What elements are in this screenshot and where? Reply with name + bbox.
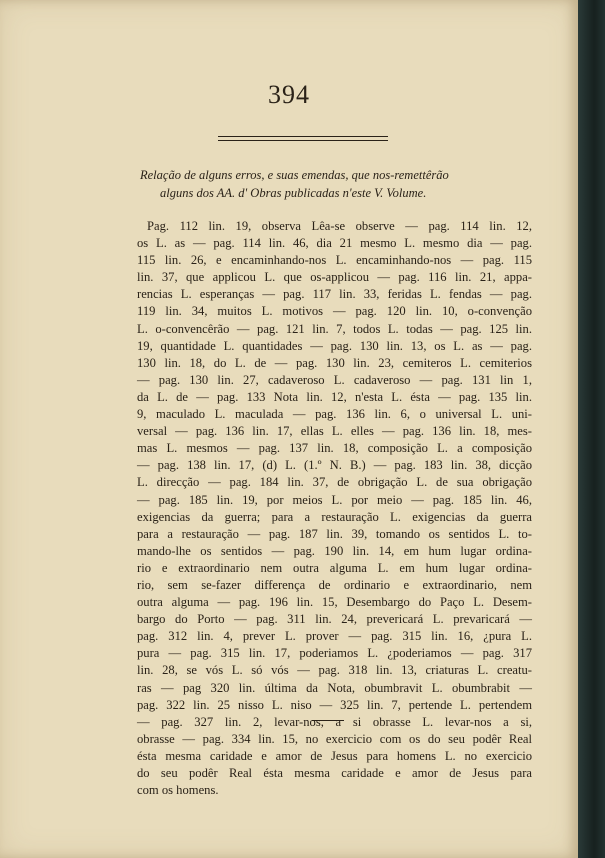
errata-line: com os homens. [137,783,219,798]
errata-line: Pag. 112 lin. 19, observa Lêa-se observe — pag. 114 lin. 12, [147,219,532,233]
errata-line: versal — pag. 136 lin. 17, ellas L. elles — pag. 136 lin. 18, mes- [137,424,532,439]
heading-line-1: Relação de alguns erros, e suas emendas, que nos-remettêrão [140,168,449,182]
errata-line: os L. as — pag. 114 lin. 46, dia 21 mesmo L. mesmo dia — pag. [137,236,532,251]
errata-line: L. o-convencêrão — pag. 121 lin. 7, todos L. todas — pag. 125 lin. [137,321,532,336]
errata-line: pura — pag. 315 lin. 17, poderiamos L. ¿poderiamos — pag. 317 [137,646,532,661]
errata-line: exigencias da guerra; para a restauração L. exigencias da guerra [137,509,532,524]
errata-line: pag. 312 lin. 4, prever L. prover — pag. 315 lin. 16, ¿pura L. [137,629,532,644]
errata-line: para a restauração — pag. 187 lin. 39, tomando os sentidos L. to- [137,526,532,541]
errata-line: mas L. mesmos — pag. 137 lin. 18, composição L. a composição [137,441,532,456]
errata-line: lin. 28, se vós L. só vós — pag. 318 lin. 13, criaturas L. creatu- [137,663,532,678]
book-edge [578,0,605,858]
header-rule-top [218,136,388,137]
errata-line: — pag. 327 lin. 2, levar-nos, a si obrasse L. levar-nos a si, [137,714,532,729]
errata-line: outra alguma — pag. 196 lin. 15, Desembargo do Paço L. Desem- [137,595,532,610]
errata-line: bargo do Porto — pag. 311 lin. 24, prevericará L. prevaricará — [137,612,532,627]
errata-line: — pag. 185 lin. 19, por meios L. por meio — pag. 185 lin. 46, [137,492,532,507]
end-rule [312,720,344,721]
errata-line: da L. de — pag. 133 Nota lin. 12, n'esta L. ésta — pag. 135 lin. [137,389,532,404]
errata-line: rencias L. esperanças — pag. 117 lin. 33, feridas L. fendas — pag. [137,287,532,302]
header-rule-bottom [218,140,388,141]
errata-line: rio e extraordinario nem outra alguma L. em hum lugar ordina- [137,560,532,575]
errata-line: ras — pag 320 lin. última da Nota, obumbravit L. obumbrabit — [137,680,532,695]
errata-line: 9, maculado L. maculada — pag. 136 lin. 6, o universal L. uni- [137,407,532,422]
errata-line: pag. 322 lin. 25 nisso L. niso — 325 lin. 7, pertende L. pertendem [137,697,532,712]
errata-line: mando-lhe os sentidos — pag. 190 lin. 14, em hum lugar ordina- [137,543,532,558]
errata-line: obrasse — pag. 334 lin. 15, no exercicio com os do seu podêr Real [137,731,532,746]
errata-line: 119 lin. 34, muitos L. motivos — pag. 120 lin. 10, o-convenção [137,304,532,319]
errata-body [137,218,532,799]
errata-line: 130 lin. 18, do L. de — pag. 130 lin. 23, cemiteros L. cemiterios [137,355,532,370]
errata-line: lin. 37, que applicou L. que os-applicou — pag. 116 lin. 21, appa- [137,270,532,285]
errata-line: — pag. 130 lin. 27, cadaveroso L. cadaveroso — pag. 131 lin 1, [137,372,532,387]
errata-line: 115 lin. 26, e encaminhando-nos L. encaminhando-nos — pag. 115 [137,253,532,268]
errata-line: L. direcção — pag. 184 lin. 37, de obrigação L. de sua obrigação [137,475,532,490]
errata-line: ésta mesma caridade e amor de Jesus para homens L. no exercicio [137,748,532,763]
errata-line: rio, sem se-fazer differença de ordinario e extraordinario, nem [137,577,532,592]
errata-heading [140,166,540,202]
errata-line: 19, quantidade L. quantidades — pag. 130 lin. 13, os L. as — pag. [137,338,532,353]
heading-line-2: alguns dos AA. d' Obras publicadas n'este V. Volume. [160,186,427,200]
page-number: 394 [268,80,310,109]
errata-line: do seu podêr Real ésta mesma caridade e amor de Jesus para [137,766,532,780]
errata-line: — pag. 138 lin. 17, (d) L. (1.º N. B.) — pag. 183 lin. 38, dicção [137,458,532,473]
